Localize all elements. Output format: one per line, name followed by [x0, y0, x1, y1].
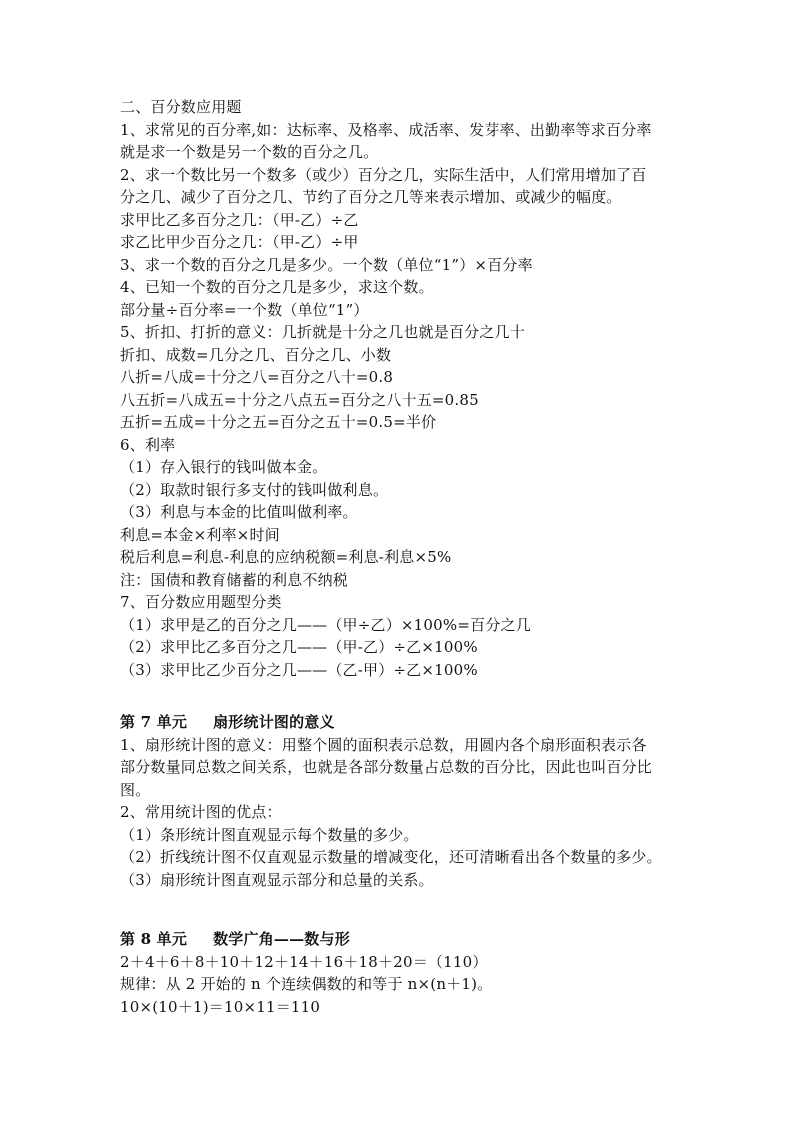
formula-line: 2＋4＋6＋8＋10＋12＋14＋16＋18＋20＝（110） [120, 952, 488, 971]
formula-line: 五折=五成=十分之五=百分之五十=0.5=半价 [120, 413, 437, 431]
text-line: 5、折扣、打折的意义：几折就是十分之几也就是百分之几十 [120, 323, 525, 341]
formula-line: 税后利息=利息-利息的应纳税额=利息-利息×5% [120, 548, 452, 566]
text-line: 图。 [120, 780, 151, 799]
formula-line: 八折=八成=十分之八=百分之八十=0.8 [120, 368, 394, 386]
text-line: 就是求一个数是另一个数的百分之几。 [120, 143, 379, 161]
text-line: 4、已知一个数的百分之几是多少，求这个数。 [120, 278, 434, 296]
text-line: 3、求一个数的百分之几是多少。一个数（单位“1”）×百分率 [120, 255, 533, 274]
formula-line: 求甲比乙多百分之几：（甲-乙）÷乙 [120, 210, 359, 229]
text-line: 2、常用统计图的优点： [120, 803, 282, 821]
note-line: 注：国债和教育储蓄的利息不纳税 [120, 570, 349, 589]
text-line: 规律：从 2 开始的 n 个连续偶数的和等于 n×(n＋1)。 [120, 975, 493, 993]
text-line: 折扣、成数=几分之几、百分之几、小数 [120, 345, 392, 364]
formula-line: 八五折=八成五=十分之八点五=百分之八十五=0.85 [120, 390, 479, 409]
unit-7-heading [120, 711, 720, 734]
unit-7-title: 扇形统计图的意义 [213, 713, 335, 731]
formula-line: 10×(10＋1)＝10×11＝110 [120, 997, 321, 1016]
section-percent-applications [120, 96, 720, 681]
text-line: （1）存入银行的钱叫做本金。 [120, 458, 328, 476]
formula-line: （1）求甲是乙的百分之几——（甲÷乙）×100%=百分之几 [120, 615, 531, 634]
text-line: 7、百分数应用题型分类 [120, 593, 282, 611]
formula-line: （2）求甲比乙多百分之几——（甲-乙）÷乙×100% [120, 638, 478, 656]
document-body [120, 96, 720, 1018]
text-line: 1、求常见的百分率,如：达标率、及格率、成活率、发芽率、出勤率等求百分率 [120, 120, 652, 139]
formula-line: 利息=本金×利率×时间 [120, 525, 280, 544]
unit-8-section [120, 928, 720, 1018]
unit-8-title: 数学广角——数与形 [213, 930, 350, 948]
text-line: 部分数量同总数之间关系，也就是各部分数量占总数的百分比，因此也叫百分比 [120, 758, 653, 776]
text-line: （3）扇形统计图直观显示部分和总量的关系。 [120, 870, 434, 889]
text-line: 6、利率 [120, 435, 176, 454]
text-line: 1、扇形统计图的意义：用整个圆的面积表示总数，用圆内各个扇形面积表示各 [120, 735, 647, 754]
text-line: 2、求一个数比另一个数多（或少）百分之几，实际生活中，人们常用增加了百 [120, 165, 647, 184]
formula-line: （3）求甲比乙少百分之几——（乙-甲）÷乙×100% [120, 660, 478, 679]
unit-8-heading [120, 928, 720, 951]
text-line: （3）利息与本金的比值叫做利率。 [120, 503, 358, 521]
section-title: 二、百分数应用题 [120, 98, 242, 116]
formula-line: 求乙比甲少百分之几：（甲-乙）÷甲 [120, 233, 359, 251]
text-line: （2）取款时银行多支付的钱叫做利息。 [120, 480, 389, 499]
text-line: （2）折线统计图不仅直观显示数量的增减变化，还可清晰看出各个数量的多少。 [120, 848, 662, 866]
unit-7-number: 第 7 单元 [120, 713, 188, 731]
formula-line: 部分量÷百分率=一个数（单位“1”） [120, 300, 369, 319]
text-line: （1）条形统计图直观显示每个数量的多少。 [120, 825, 419, 844]
unit-7-section [120, 711, 720, 891]
unit-8-number: 第 8 单元 [120, 930, 188, 948]
text-line: 分之几、减少了百分之几、节约了百分之几等来表示增加、或减少的幅度。 [120, 188, 622, 206]
